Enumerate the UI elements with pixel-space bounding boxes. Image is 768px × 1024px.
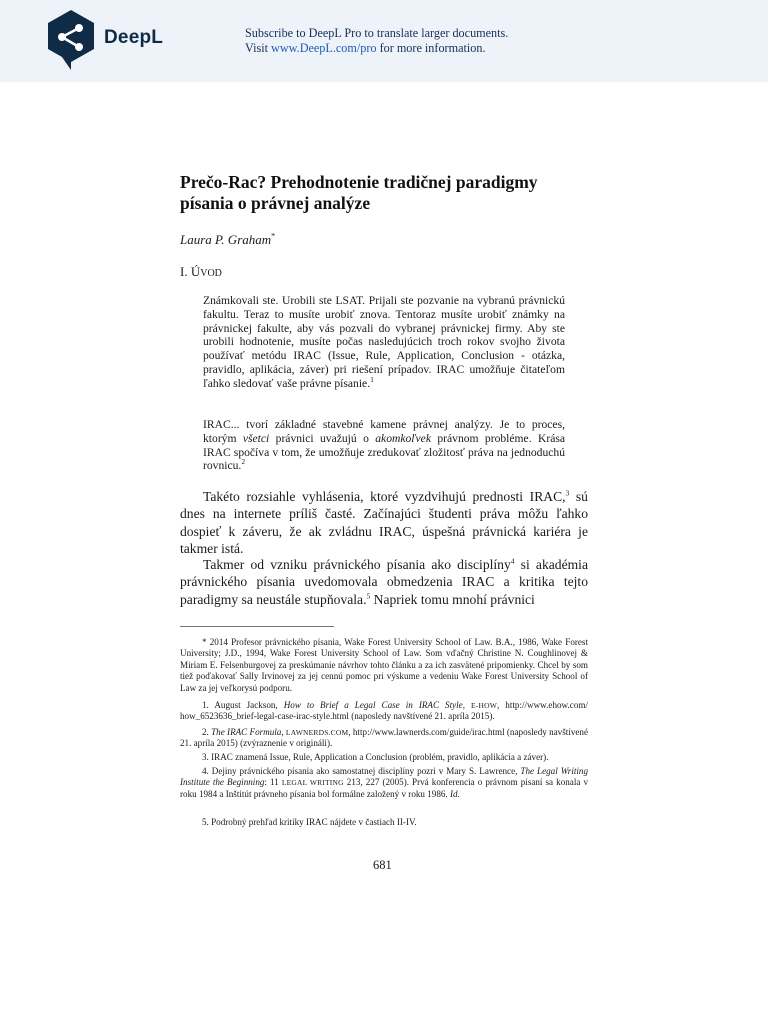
block-quote-1-text: Známkovali ste. Urobili ste LSAT. Prijali ste pozvanie na vybranú právnickú fakultu. Teraz to musíte urobiť znova. Tentoraz musíte urobiť známky na právnickej fakulte, aby vás pozvali do vybranej právnickej firmy. Aby ste urobili hodnotenie, musíte počas nasledujúcich troch rokov svojho života používať metódu IRAC (Issue, Rule, Application, Conclusion - otázka, pravidlo, aplikácia, záver) pri riešení prípadov. IRAC umožňuje čitateľom ľahko sledovať vaše právne písanie. [203, 294, 565, 390]
promo-visit-text: Visit [245, 40, 272, 55]
footnote-ref-1: 1 [370, 374, 374, 384]
author-footnote-mark: * [271, 231, 276, 241]
document-author [180, 232, 275, 248]
footnote-ref-3: 3 [565, 488, 570, 498]
section-heading [180, 264, 222, 280]
promo-message [245, 26, 508, 55]
block-quote-2-emphasis-1: všetci [242, 431, 270, 445]
footnote-divider [180, 626, 334, 627]
body-paragraph-2-text-c: Napriek tomu mnohí právnici [370, 591, 535, 607]
footnote-1-text-b: , http://www.ehow.com/ how_6523636_brief-legal-case-irac-style.html (naposledy navštívené 21. apríla 2015). [180, 700, 588, 722]
footnote-1-text-a: 1. August Jackson, [202, 700, 284, 710]
block-quote-2-text-b: právnici uvažujú o [269, 431, 376, 445]
footnote-1-title: How to Brief a Legal Case in IRAC Style [283, 700, 463, 710]
footnote-4-title: The Legal Writing Institute the Beginning [180, 766, 588, 788]
body-paragraph-2 [180, 556, 588, 608]
footnote-4-text-a: 4. Dejiny právnického písania ako samostatnej disciplíny pozri v Mary S. Lawrence, [202, 766, 521, 776]
footnote-2-text-b: , http://www.lawnerds.com/guide/irac.html (naposledy navštívené 21. apríla 2015) (zvýraznenie v origináli). [180, 727, 588, 749]
footnote-2: 2. The IRAC Formula, LAWNERDS.COM, http://www.lawnerds.com/guide/irac.html (naposledy navštívené 21. apríla 2015) (zvýraznenie v origináli). [180, 727, 588, 749]
block-quote-1 [203, 294, 565, 391]
footnote-4-journal: LEGAL WRITING [281, 778, 344, 788]
footnote-1: 1. August Jackson, How to Brief a Legal Case in IRAC Style, E-HOW, http://www.ehow.com/ how_6523636_brief-legal-case-irac-style.html (naposledy navštívené 21. apríla 2015). [180, 700, 588, 722]
body-paragraph-1-text-a: Takéto rozsiahle vyhlásenia, ktoré vyzdvihujú prednosti IRAC, [203, 489, 566, 504]
footnote-2-number: 2. [202, 727, 212, 737]
body-paragraph-1-text-b: sú dnes na internete príliš časté. Začínajúci študenti práva môžu ľahko dospieť k záveru, že ak zvládnu IRAC, úspešná právnická kariéra je takmer istá. [180, 489, 588, 557]
promo-line-2 [245, 41, 508, 56]
body-paragraph-2-text-b: si akadémia právnického písania uvedomovala obmedzenia IRAC a kritika tejto paradigmy sa neustále stupňovala. [180, 557, 588, 607]
footnote-author: * 2014 Profesor právnického písania, Wake Forest University School of Law. B.A., 1986, Wake Forest University; J.D., 1994, Wake Forest University School of Law. Som vďačný Christine N. Coughlinovej & Miriam E. Felsenburgovej za preskúmanie návrhov tohto článku a za ich zasvätené pripomienky. Chcel by som tiež poďakovať Sally Irvinovej za jej cennú pomoc pri výskume a vedeniu Wake Forest University School of Law za jej veľkorysú podporu. [180, 637, 588, 693]
footnote-4-text-b: : 11 [264, 777, 282, 788]
document-title: Prečo-Rac? Prehodnotenie tradičnej paradigmy písania o právnej analýze [180, 172, 538, 213]
footnote-2-source: LAWNERDS.COM [285, 728, 349, 737]
footnote-4-id: Id. [449, 788, 460, 799]
section-title-smallcaps: VOD [200, 268, 222, 279]
body-paragraph-2-text-a: Takmer od vzniku právnického písania ako disciplíny [203, 557, 511, 572]
footnote-3: 3. IRAC znamená Issue, Rule, Application a Conclusion (problém, pravidlo, aplikácia a záver). [202, 752, 549, 762]
block-quote-2-emphasis-2: akomkoľvek [375, 431, 431, 445]
block-quote-2-text-c: právnom probléme. Krása IRAC spočíva v tom, že umožňuje zredukovať zložitosť práva na jednoduchú rovnicu. [203, 431, 566, 473]
footnote-5: 5. Podrobný prehľad kritiky IRAC nájdete v častiach II-IV. [202, 817, 417, 827]
page-number: 681 [373, 858, 392, 872]
deepl-promo-banner [0, 0, 768, 82]
block-quote-2-text-a: IRAC... tvorí základné stavebné kamene právnej analýzy. Je to proces, ktorým [203, 418, 565, 445]
deepl-logo-icon[interactable] [46, 9, 96, 71]
footnote-ref-5: 5 [366, 591, 371, 601]
promo-more-info-text: for more information. [376, 40, 486, 55]
deepl-brand-name: DeepL [104, 27, 164, 48]
promo-line-1: Subscribe to DeepL Pro to translate larger documents. [245, 26, 509, 40]
section-number: I. Ú [180, 264, 201, 279]
deepl-pro-link[interactable]: www.DeepL.com/pro [271, 40, 377, 55]
footnote-4-text-c: 213, 227 (2005). Prvá konferencia o právnom písaní sa konala v roku 1984 a Inštitút právneho písania bol formálne založený v roku 1986. [180, 777, 588, 799]
footnote-ref-4: 4 [510, 556, 515, 566]
footnote-ref-2: 2 [241, 457, 246, 467]
footnote-1-source: E-HOW [471, 701, 498, 710]
body-paragraph-1 [180, 488, 588, 558]
block-quote-2 [203, 418, 565, 473]
footnote-4 [180, 766, 588, 800]
author-name: Laura P. Graham [180, 232, 272, 247]
footnote-2-title: The IRAC Formula [211, 727, 282, 737]
